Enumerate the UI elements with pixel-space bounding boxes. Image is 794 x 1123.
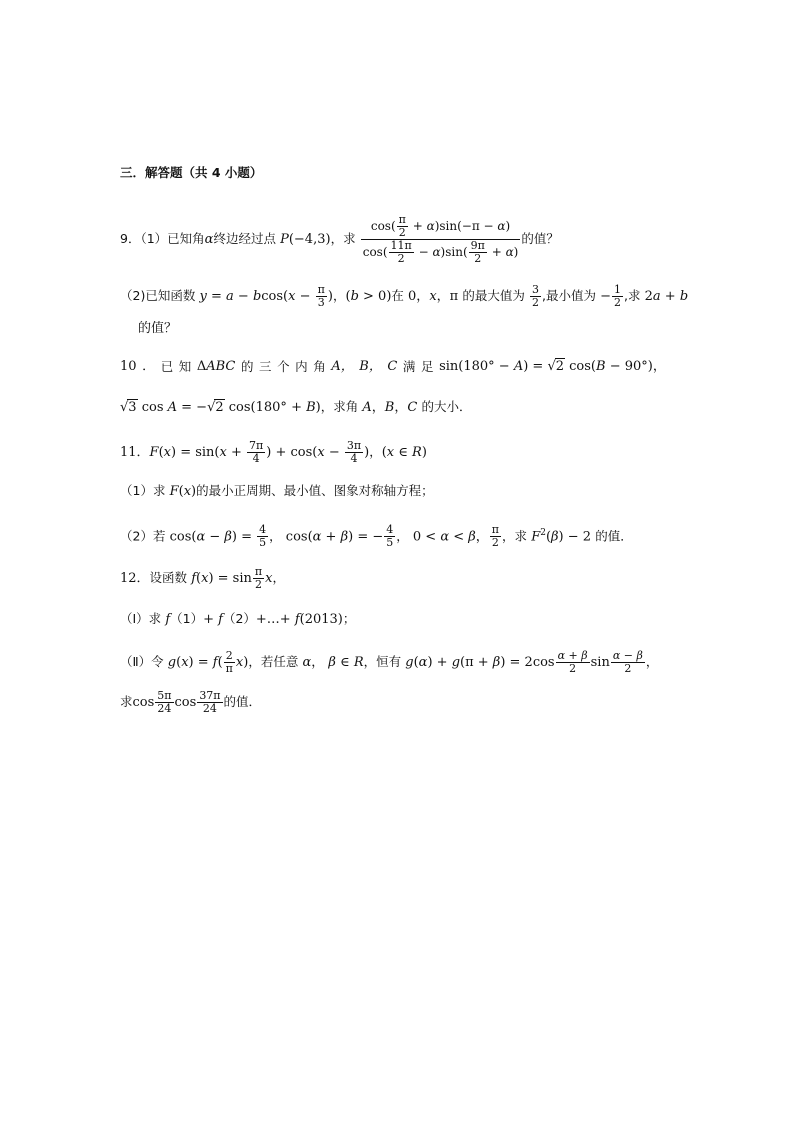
q9-part2-tail: 的值？ xyxy=(138,321,178,336)
q12-line1: 12．设函数 f(x) = sin $\frac{\pi}{2}$ x， xyxy=(120,565,285,591)
q9-part2: （2)已知函数 y = a − bcos(x − $\frac{\pi}{3}$ )，(b > 0)在 0，x，π 的最大值为 $\frac{3}{2}$ ,最小值为 − $\frac{1}{2}$ ,求 2a + b xyxy=(120,283,689,309)
section-title: 三．解答题（共 4 小题） xyxy=(120,165,263,180)
q12-line3: （Ⅱ）令 g(x) = f( $\frac{2}{\pi}$ x)，若任意 α， β ∈ R，恒有 g(α) + g(π + β) = 2cos $\frac{\alpha + \beta}{2}$ sin $\frac{\alpha - \beta}{2}$ ， xyxy=(120,649,659,675)
q10-line1: 10 ． 已 知 ΔABC 的 三 个 内 角 A， B， C 满 足 sin(180° − A) = √2 cos(B − 90°)， xyxy=(120,359,666,374)
q11-line3: （2）若 cos(α − β) = $\frac{4}{5}$ ， cos(α + β) = − $\frac{4}{5}$ ， 0 < α < β， $\frac{\pi}{2}$ ，求 $F^2(\beta) - 2$ 的值． xyxy=(120,523,633,550)
q9-part1: 9．（1）已知角α终边经过点 P(−4,3)，求 cos( $\frac{\pi}{2}$ + α)sin(−π − α) cos( $\frac{11\pi}{2}$ − α)sin( $\frac{9\pi}{2}$ + α) 的值？ xyxy=(120,213,559,265)
q12-line4: 求cos $\frac{5\pi}{24}$ cos $\frac{37\pi}{24}$ 的值． xyxy=(120,689,262,715)
q12-line2: （Ⅰ）求 f（1）+ f（2）+…+ f(2013)； xyxy=(120,611,356,627)
q10-line2: √3 cos A = −√2 cos(180° + B)，求角 A，B，C 的大小． xyxy=(120,399,472,415)
q11-line1: 11．F(x) = sin(x + $\frac{7\pi}{4}$ ) + cos(x − $\frac{3\pi}{4}$ )，(x ∈ R) xyxy=(120,439,427,465)
q11-line2: （1）求 F(x)的最小正周期、最小值、图象对称轴方程； xyxy=(120,483,434,499)
q9-fraction: cos( $\frac{\pi}{2}$ + α)sin(−π − α) cos( $\frac{11\pi}{2}$ − α)sin( $\frac{9\pi}{2}$ + α) xyxy=(362,213,519,265)
